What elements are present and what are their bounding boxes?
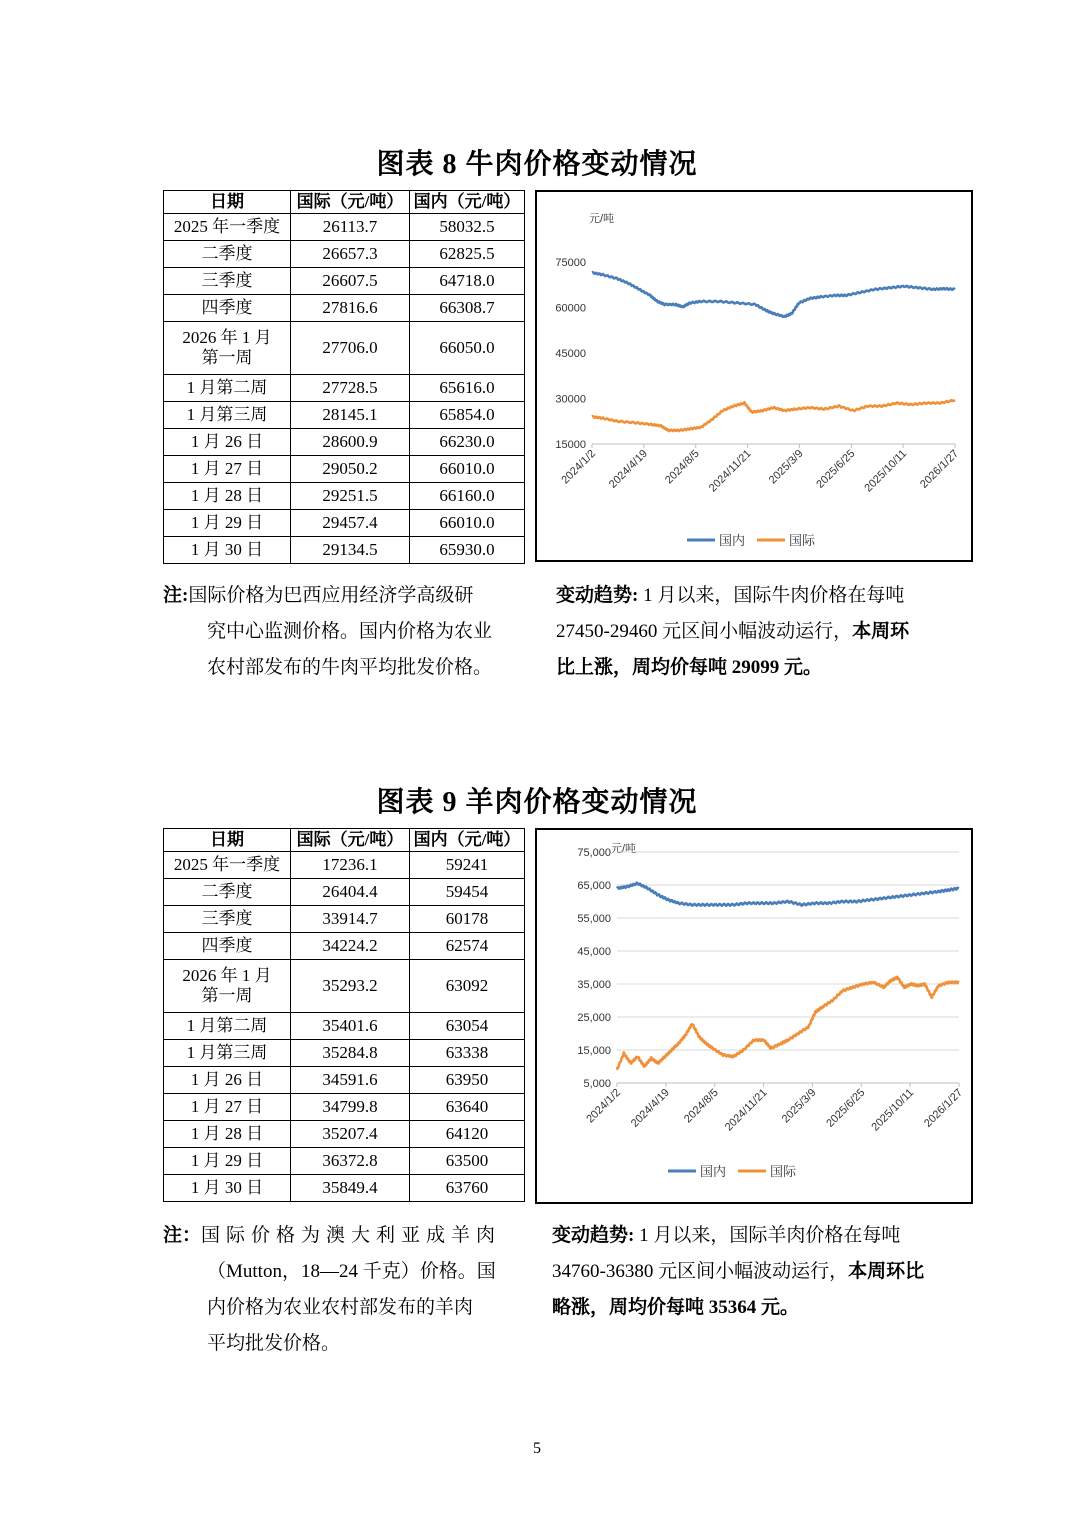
y-tick-label: 30000 [555,393,586,406]
note-line-3: 农村部发布的牛肉平均批发价格。 [207,657,493,678]
x-tick-label: 2026/1/27 [918,447,962,491]
x-tick-label: 2025/3/9 [766,447,806,487]
date-cell: 1 月第二周 [164,1013,291,1040]
series-line-domestic [617,883,959,906]
table-row [164,1067,525,1094]
domestic-price-cell: 63092 [410,960,525,1013]
figure-title: 图表 8 牛肉价格变动情况 [376,149,698,180]
mutton-chart [535,828,973,1204]
international-price-cell: 17236.1 [291,852,410,879]
date-cell: 1 月 27 日 [164,456,291,483]
international-price-cell: 29457.4 [291,510,410,537]
x-tick-label: 2024/1/2 [559,447,599,487]
y-tick-label: 75,000 [577,847,611,859]
trend-bold-1: 本周环比 [848,1261,925,1282]
international-price-cell: 29251.5 [291,483,410,510]
series-line-international [592,400,955,431]
domestic-price-cell: 63500 [410,1148,525,1175]
x-tick-label: 2026/1/27 [922,1086,966,1130]
table-row [164,375,525,402]
column-header: 国内（元/吨） [410,829,525,852]
x-tick-label: 2024/4/19 [606,447,650,491]
trend-label: 变动趋势: [556,585,639,606]
table-row [164,483,525,510]
domestic-price-cell: 65854.0 [410,402,525,429]
column-header: 国际（元/吨） [291,829,410,852]
domestic-price-cell: 66160.0 [410,483,525,510]
y-tick-label: 60000 [555,302,586,315]
column-header: 日期 [164,191,291,214]
date-cell: 四季度 [164,295,291,322]
note-line-1: 国际价格为澳大利亚成羊肉 [201,1225,502,1246]
international-price-cell: 26607.5 [291,268,410,295]
legend-label: 国内 [719,533,746,548]
table-row [164,241,525,268]
international-price-cell: 29050.2 [291,456,410,483]
y-tick-label: 45,000 [577,946,611,958]
domestic-price-cell: 66050.0 [410,322,525,375]
y-tick-label: 15,000 [577,1045,611,1057]
date-cell: 1 月第二周 [164,375,291,402]
international-price-cell: 35207.4 [291,1121,410,1148]
table-row [164,537,525,564]
domestic-price-cell: 65930.0 [410,537,525,564]
trend-text-2: 27450-29460 元区间小幅波动运行， [556,621,853,642]
x-tick-label: 2024/8/5 [663,447,702,487]
note-line-2: （Mutton，18—24 千克）价格。国 [207,1261,496,1282]
table-row [164,906,525,933]
table-row [164,1094,525,1121]
domestic-price-cell: 66308.7 [410,295,525,322]
table-row [164,456,525,483]
international-price-cell: 35849.4 [291,1175,410,1202]
x-tick-label: 2024/11/21 [706,447,754,495]
column-header: 日期 [164,829,291,852]
x-tick-label: 2025/6/25 [824,1086,868,1130]
unit-label: 元/吨 [589,213,615,225]
table-row [164,295,525,322]
x-tick-label: 2024/8/5 [682,1086,721,1126]
international-price-cell: 34799.8 [291,1094,410,1121]
domestic-price-cell: 65616.0 [410,375,525,402]
domestic-price-cell: 63338 [410,1040,525,1067]
domestic-price-cell: 59241 [410,852,525,879]
date-cell: 三季度 [164,268,291,295]
date-cell: 1 月 29 日 [164,510,291,537]
table-row [164,322,525,375]
international-price-cell: 36372.8 [291,1148,410,1175]
note-label: 注： [163,1225,202,1246]
beef-trend [556,578,966,686]
domestic-price-cell: 59454 [410,879,525,906]
date-cell: 四季度 [164,933,291,960]
date-cell: 1 月第三周 [164,1040,291,1067]
series-line-international [617,977,959,1070]
legend-label: 国际 [770,1164,797,1179]
series-line-domestic [592,272,955,317]
beef-chart-svg [537,192,971,560]
domestic-price-cell: 64718.0 [410,268,525,295]
column-header: 国际（元/吨） [291,191,410,214]
mutton-chart-svg [537,830,971,1202]
domestic-price-cell: 63054 [410,1013,525,1040]
trend-text-2: 34760-36380 元区间小幅波动运行， [552,1261,849,1282]
domestic-price-cell: 66010.0 [410,510,525,537]
date-cell: 1 月 30 日 [164,1175,291,1202]
table-row [164,960,525,1013]
international-price-cell: 34591.6 [291,1067,410,1094]
table-row [164,933,525,960]
date-cell: 2025 年一季度 [164,214,291,241]
y-tick-label: 5,000 [583,1078,611,1090]
trend-label: 变动趋势: [552,1225,635,1246]
domestic-price-cell: 63760 [410,1175,525,1202]
note-line-2: 究中心监测价格。国内价格为农业 [207,621,493,642]
y-tick-label: 55,000 [577,913,611,925]
figure-title: 图表 9 羊肉价格变动情况 [376,787,698,818]
international-price-cell: 27728.5 [291,375,410,402]
table-row [164,852,525,879]
y-tick-label: 45000 [555,348,586,360]
x-tick-label: 2025/10/11 [862,447,910,495]
table-row [164,879,525,906]
domestic-price-cell: 66010.0 [410,456,525,483]
y-tick-label: 25,000 [577,1012,611,1024]
x-tick-label: 2025/10/11 [869,1086,917,1134]
table-row [164,1013,525,1040]
trend-bold-2: 略涨，周均价每吨 35364 元。 [552,1297,800,1318]
beef-chart [535,190,973,562]
trend-bold-1: 本周环 [852,621,910,642]
international-price-cell: 35284.8 [291,1040,410,1067]
beef-price-table [163,190,525,564]
trend-text-1: 1 月以来，国际羊肉价格在每吨 [634,1225,901,1246]
international-price-cell: 34224.2 [291,933,410,960]
date-cell: 1 月 27 日 [164,1094,291,1121]
table-row [164,510,525,537]
table-row [164,1148,525,1175]
international-price-cell: 29134.5 [291,537,410,564]
domestic-price-cell: 58032.5 [410,214,525,241]
domestic-price-cell: 62825.5 [410,241,525,268]
domestic-price-cell: 62574 [410,933,525,960]
table-row [164,1175,525,1202]
y-tick-label: 65,000 [577,880,611,892]
domestic-price-cell: 64120 [410,1121,525,1148]
y-tick-label: 75000 [555,257,586,269]
date-cell: 1 月第三周 [164,402,291,429]
table-row [164,1121,525,1148]
table-row [164,429,525,456]
note-line-4: 平均批发价格。 [207,1333,341,1354]
y-tick-label: 35,000 [577,979,611,991]
note-line-1: 国际价格为巴西应用经济学高级研 [188,585,474,606]
date-cell: 1 月 26 日 [164,1067,291,1094]
date-cell: 三季度 [164,906,291,933]
x-tick-label: 2024/4/19 [628,1086,672,1130]
table-row [164,402,525,429]
international-price-cell: 28145.1 [291,402,410,429]
note-line-3: 内价格为农业农村部发布的羊肉 [207,1297,474,1318]
date-cell: 1 月 26 日 [164,429,291,456]
legend-label: 国际 [789,533,816,548]
domestic-price-cell: 63640 [410,1094,525,1121]
legend-label: 国内 [700,1164,727,1179]
date-cell: 1 月 30 日 [164,537,291,564]
international-price-cell: 28600.9 [291,429,410,456]
international-price-cell: 27816.6 [291,295,410,322]
table-row [164,268,525,295]
page-number: 5 [533,1440,541,1457]
date-cell: 1 月 28 日 [164,1121,291,1148]
mutton-note [163,1218,533,1362]
trend-bold-2: 比上涨，周均价每吨 29099 元。 [556,657,823,678]
trend-text-1: 1 月以来，国际牛肉价格在每吨 [638,585,905,606]
beef-note [163,578,533,686]
international-price-cell: 35293.2 [291,960,410,1013]
mutton-trend [552,1218,962,1326]
x-tick-label: 2025/3/9 [779,1086,819,1126]
domestic-price-cell: 63950 [410,1067,525,1094]
table-row [164,1040,525,1067]
table-row [164,214,525,241]
x-tick-label: 2024/1/2 [584,1086,624,1126]
unit-label: 元/吨 [611,843,637,855]
date-cell: 2026 年 1 月 第一周 [164,960,291,1013]
date-cell: 1 月 29 日 [164,1148,291,1175]
y-tick-label: 15000 [555,439,586,451]
mutton-price-table [163,828,525,1202]
date-cell: 2026 年 1 月 第一周 [164,322,291,375]
date-cell: 2025 年一季度 [164,852,291,879]
international-price-cell: 26404.4 [291,879,410,906]
column-header: 国内（元/吨） [410,191,525,214]
domestic-price-cell: 60178 [410,906,525,933]
international-price-cell: 26657.3 [291,241,410,268]
international-price-cell: 33914.7 [291,906,410,933]
x-tick-label: 2024/11/21 [722,1086,770,1134]
domestic-price-cell: 66230.0 [410,429,525,456]
international-price-cell: 26113.7 [291,214,410,241]
x-tick-label: 2025/6/25 [814,447,858,491]
international-price-cell: 35401.6 [291,1013,410,1040]
date-cell: 二季度 [164,879,291,906]
note-label: 注: [163,585,189,606]
date-cell: 二季度 [164,241,291,268]
date-cell: 1 月 28 日 [164,483,291,510]
international-price-cell: 27706.0 [291,322,410,375]
